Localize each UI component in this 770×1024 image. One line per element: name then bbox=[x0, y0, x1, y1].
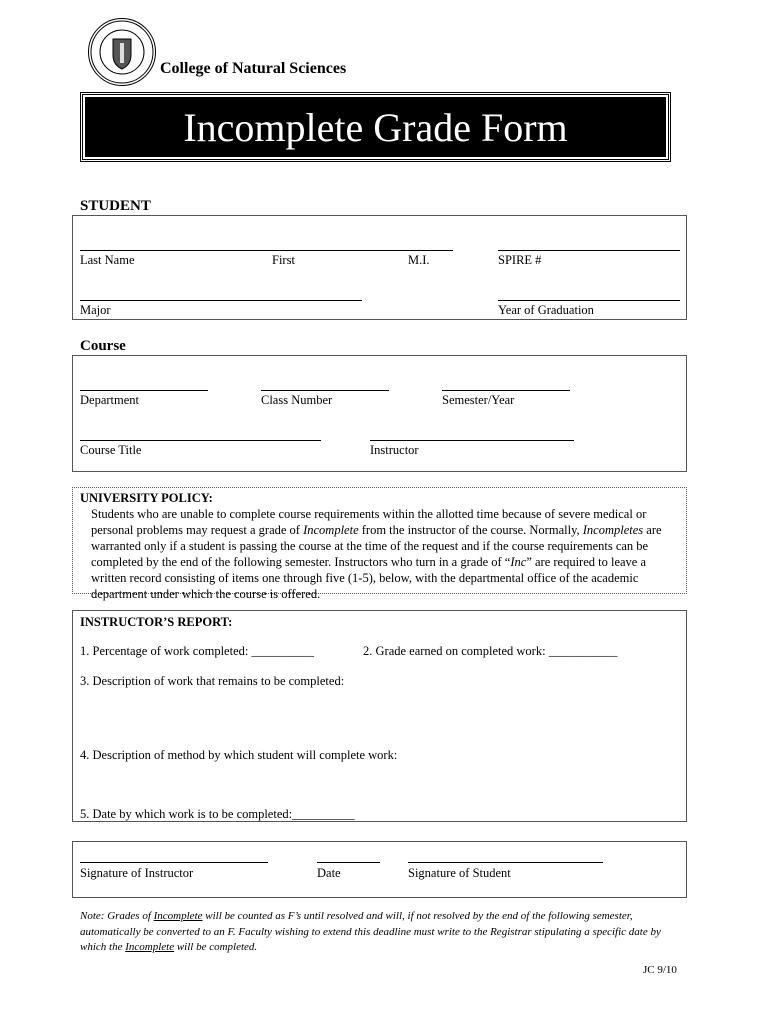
course-title-label: Course Title bbox=[80, 443, 142, 457]
remaining-work-area[interactable] bbox=[80, 692, 680, 742]
instructor-line[interactable] bbox=[370, 440, 574, 441]
spire-label: SPIRE # bbox=[498, 253, 542, 267]
title-banner bbox=[80, 92, 671, 162]
name-line[interactable] bbox=[80, 250, 453, 251]
remaining-work-label: 3. Description of work that remains to be completed: bbox=[80, 674, 345, 688]
class-number-line[interactable] bbox=[261, 390, 389, 391]
completion-method-area[interactable] bbox=[80, 766, 680, 802]
note-text: Note: Grades of Incomplete will be counted as F’s until resolved and will, if not resolved by the end of the following semester, automatically be converted to an F. Faculty wishing to extend this deadline must write to the Registrar stipulating a specific date by which the Incomplete will be completed. bbox=[80, 910, 661, 953]
student-signature-label: Signature of Student bbox=[408, 866, 511, 880]
first-name-label: First bbox=[272, 253, 295, 267]
policy-heading: UNIVERSITY POLICY: bbox=[80, 491, 213, 505]
grade-earned-field[interactable]: 2. Grade earned on completed work: ___________ bbox=[363, 644, 618, 658]
major-label: Major bbox=[80, 303, 111, 317]
mi-label: M.I. bbox=[408, 253, 430, 267]
instructor-label: Instructor bbox=[370, 443, 419, 457]
class-number-label: Class Number bbox=[261, 393, 333, 407]
major-line[interactable] bbox=[80, 300, 362, 301]
instructor-signature-line[interactable] bbox=[80, 862, 268, 863]
department-label: Department bbox=[80, 393, 140, 407]
student-box bbox=[72, 215, 687, 320]
graduation-line[interactable] bbox=[498, 300, 680, 301]
last-name-label: Last Name bbox=[80, 253, 135, 267]
percentage-completed-field[interactable]: 1. Percentage of work completed: __________ bbox=[80, 644, 314, 658]
semester-year-label: Semester/Year bbox=[442, 393, 515, 407]
year-of-graduation-label: Year of Graduation bbox=[498, 303, 594, 317]
completion-date-field[interactable]: 5. Date by which work is to be completed:__________ bbox=[80, 807, 355, 821]
student-signature-line[interactable] bbox=[408, 862, 603, 863]
date-line[interactable] bbox=[317, 862, 380, 863]
university-seal-logo bbox=[88, 18, 156, 86]
date-label: Date bbox=[317, 866, 341, 880]
spire-line[interactable] bbox=[498, 250, 680, 251]
completion-method-label: 4. Description of method by which student will complete work: bbox=[80, 748, 398, 762]
semester-year-line[interactable] bbox=[442, 390, 570, 391]
policy-text: Students who are unable to complete course requirements within the allotted time because of severe medical or personal problems may request a grade of Incomplete from the instructor of the course. Normally, Incompletes are warranted only if a student is passing the course at the time of the request and if the course requirements can be completed by the end of the following semester. Instructors who turn in a grade of “Inc” are required to leave a written record consisting of items one through five (1-5), below, with the departmental office of the academic department under which the course is offered. bbox=[91, 507, 662, 601]
department-line[interactable] bbox=[80, 390, 208, 391]
instructor-signature-label: Signature of Instructor bbox=[80, 866, 194, 880]
course-section-label: Course bbox=[80, 338, 126, 354]
college-name: College of Natural Sciences bbox=[160, 60, 347, 77]
student-section-label: STUDENT bbox=[80, 198, 151, 214]
course-title-line[interactable] bbox=[80, 440, 321, 441]
form-title: Incomplete Grade Form bbox=[83, 95, 668, 159]
instructor-report-heading: INSTRUCTOR’S REPORT: bbox=[80, 615, 233, 629]
form-code: JC 9/10 bbox=[643, 964, 677, 976]
